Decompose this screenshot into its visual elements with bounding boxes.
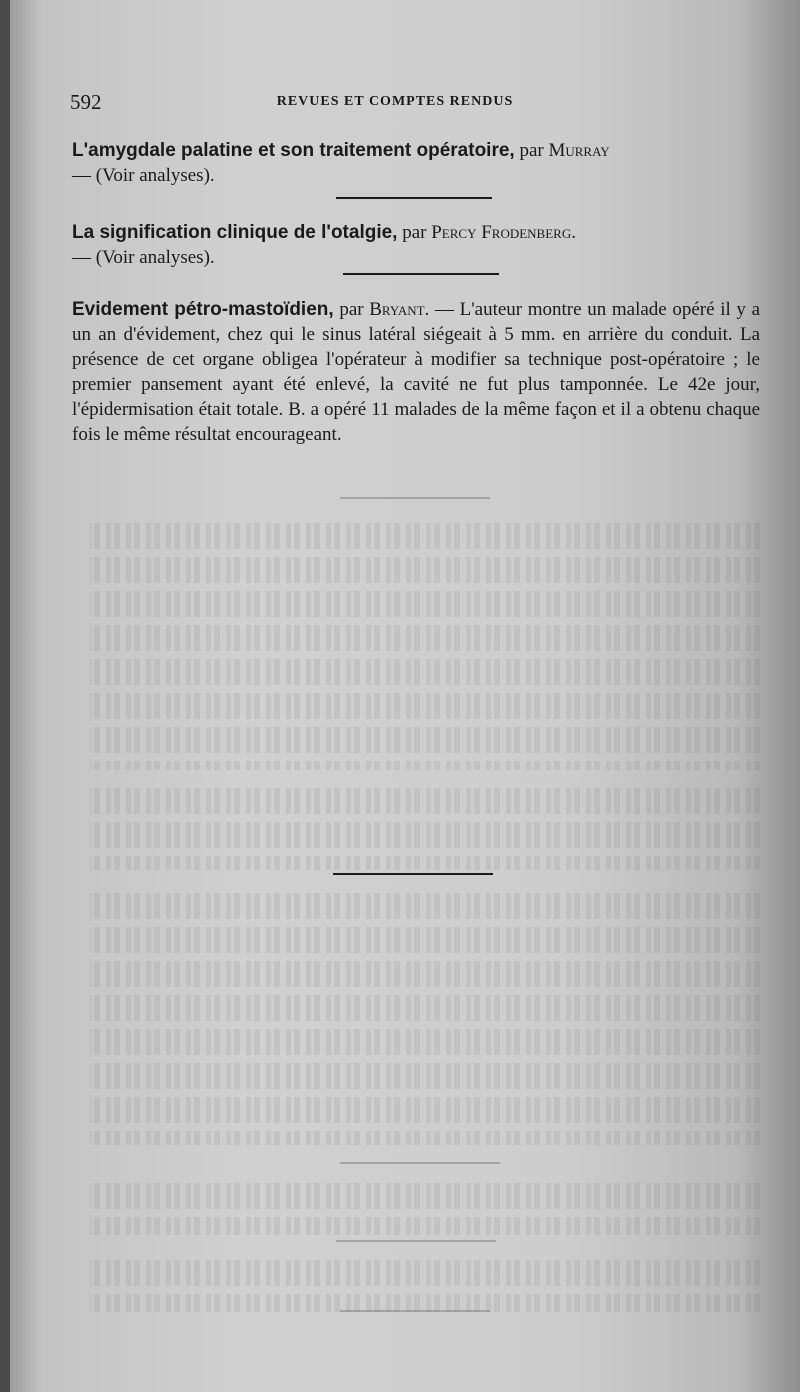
bleed-through-text xyxy=(90,885,760,1145)
article-author: Bryant. xyxy=(369,299,430,320)
article-reference: — (Voir analyses). xyxy=(72,247,215,268)
article-reference: — (Voir analyses). xyxy=(72,165,215,186)
article-title: L'amygdale palatine et son traitement opératoire, xyxy=(72,140,515,161)
article-by: par xyxy=(519,140,544,161)
article-amygdale xyxy=(72,138,760,188)
article-body: — L'auteur montre un malade opéré il y a un an d'évidement, chez qui le sinus latéral siégeait à 5 mm. en arrière du conduit. La présence de cet organe obligea l'opérateur à modifier sa technique post-opératoire ; le premier pansement ayant été enlevé, la cavité ne fut plus tamponnée. Le 42e jour, l'épidermisation était totale. B. a opéré 11 malades de la même façon et il a obtenu chaque fois le même résultat encourageant. xyxy=(72,299,761,445)
article-author: Murray xyxy=(548,140,610,161)
bleed-through-text xyxy=(90,515,760,770)
section-divider xyxy=(336,197,492,199)
bleed-through-rule xyxy=(336,1240,496,1242)
article-otalgie xyxy=(72,220,760,270)
bleed-through-text xyxy=(90,1175,760,1235)
scanned-page xyxy=(10,0,800,1392)
bleed-through-rule-dark xyxy=(333,873,493,875)
article-author: Percy Frodenberg. xyxy=(431,222,576,243)
article-by: par xyxy=(339,299,364,320)
article-title: La signification clinique de l'otalgie, xyxy=(72,222,398,243)
bleed-through-rule xyxy=(340,1310,490,1312)
bleed-through-rule xyxy=(340,497,490,499)
bleed-through-text xyxy=(90,780,760,870)
section-divider xyxy=(343,273,499,275)
article-evidement xyxy=(72,297,760,447)
page-header xyxy=(70,90,760,120)
article-title: Evidement pétro-mastoïdien, xyxy=(72,299,334,320)
page-number: 592 xyxy=(70,90,102,114)
article-by: par xyxy=(402,222,427,243)
bleed-through-rule xyxy=(340,1162,500,1164)
running-head: REVUES ET COMPTES RENDUS xyxy=(276,94,514,109)
bleed-through-text xyxy=(90,1252,760,1312)
